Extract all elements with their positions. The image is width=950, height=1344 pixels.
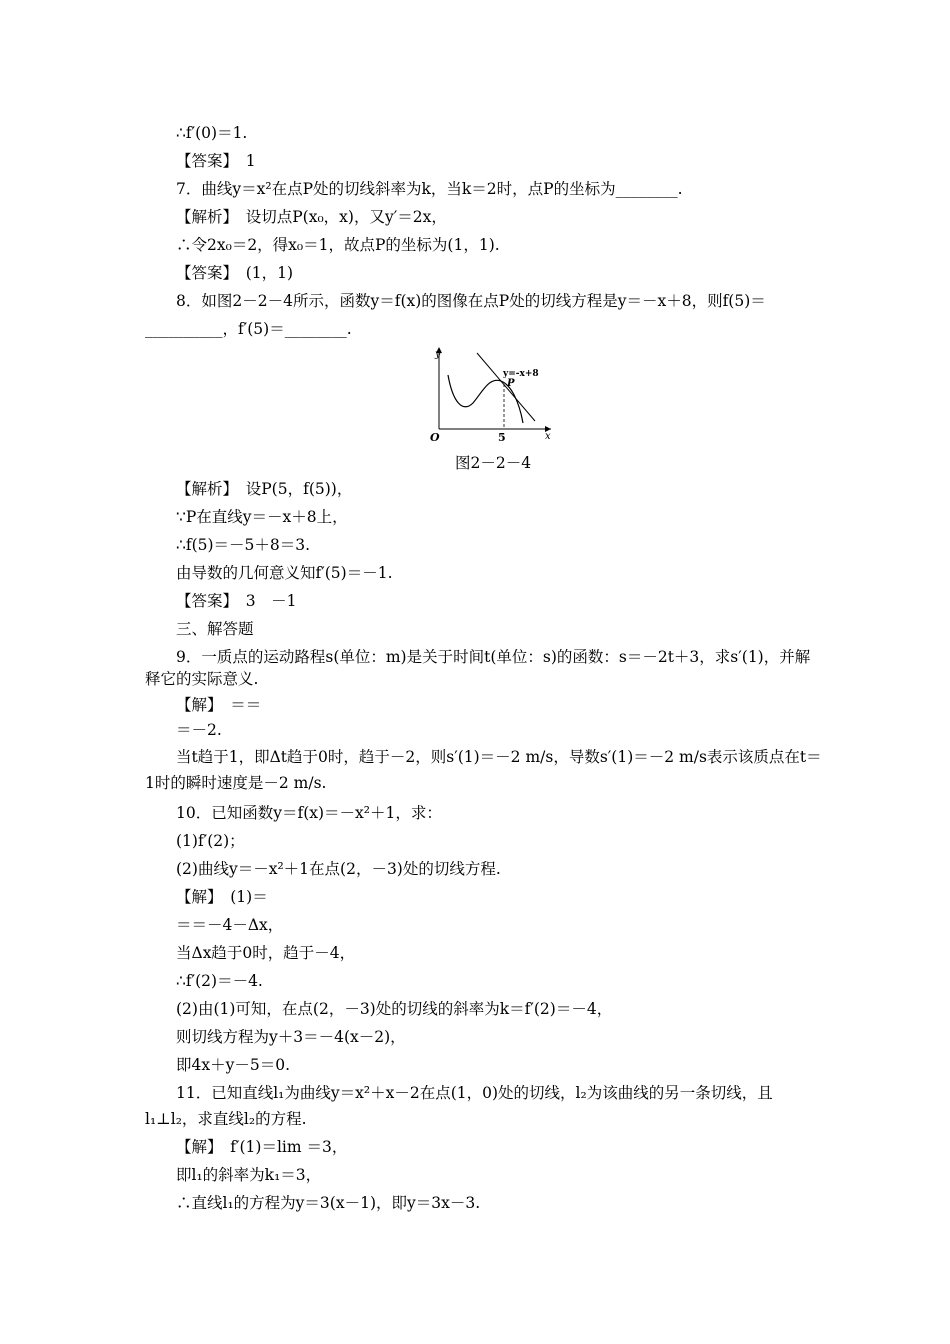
tick-label-5: 5 (498, 431, 506, 443)
text-line: ∴直线l₁的方程为y＝3(x－1)，即y＝3x－3. (176, 1194, 481, 1212)
text-line: ∵P在直线y＝－x＋8上， (176, 508, 348, 526)
y-axis-label: y (435, 349, 441, 360)
x-axis-label: x (545, 431, 551, 442)
text-line: 当Δx趋于0时，趋于－4， (176, 944, 356, 962)
text-line: 【解】 (1)＝ (176, 888, 268, 906)
text-line: 1时的瞬时速度是－2 m/s. (145, 774, 327, 792)
text-line: (2)曲线y＝－x²＋1在点(2，－3)处的切线方程. (176, 860, 501, 878)
text-line: ∴令2x₀＝2，得x₀＝1，故点P的坐标为(1，1). (176, 236, 500, 254)
graph (425, 343, 555, 443)
text-line: 【答案】 1 (176, 152, 256, 170)
point-p-label: P (507, 378, 515, 389)
text-line: 【答案】 3 －1 (176, 592, 297, 610)
origin-label: O (430, 431, 440, 443)
text-line: 9．一质点的运动路程s(单位：m)是关于时间t(单位：s)的函数：s＝－2t＋3，求s′(1)，并解 (176, 648, 811, 666)
text-line: 11．已知直线l₁为曲线y＝x²＋x－2在点(1，0)处的切线，l₂为该曲线的另一条切线，且 (176, 1084, 773, 1102)
text-line: 【解】 ＝＝ (176, 696, 262, 714)
tangent-equation-label: y=-x+8 (503, 369, 539, 379)
text-line: (1)f′(2)； (176, 832, 245, 850)
text-line: 【解析】 设P(5，f(5))， (176, 480, 353, 498)
text-line: 释它的实际意义. (145, 670, 259, 688)
text-line: 即l₁的斜率为k₁＝3， (176, 1166, 322, 1184)
text-line: l₁⊥l₂，求直线l₂的方程. (145, 1110, 307, 1128)
text-line: 则切线方程为y＋3＝－4(x－2)， (176, 1028, 406, 1046)
text-line: __________，f′(5)＝________. (145, 320, 352, 338)
section-heading: 三、解答题 (176, 620, 254, 638)
text-line: ＝－2. (176, 721, 222, 739)
text-line: 【解析】 设切点P(x₀，x)，又y′＝2x， (176, 208, 447, 226)
text-line: 即4x＋y－5＝0. (176, 1056, 291, 1074)
text-line: ∴f′(0)＝1. (176, 124, 248, 142)
text-line: 10．已知函数y＝f(x)＝－x²＋1，求： (176, 804, 442, 822)
text-line: ＝＝－4－Δx， (176, 916, 284, 934)
text-line: ∴f(5)＝－5＋8＝3. (176, 536, 311, 554)
text-line: 7．曲线y＝x²在点P处的切线斜率为k，当k＝2时，点P的坐标为________. (176, 180, 683, 198)
text-line: 由导数的几何意义知f′(5)＝－1. (176, 564, 393, 582)
tangent-figure (425, 343, 555, 443)
text-line: 【解】 f′(1)＝lim ＝3， (176, 1138, 348, 1156)
figure-caption: 图2－2－4 (455, 454, 532, 472)
text-line: 8．如图2－2－4所示，函数y＝f(x)的图像在点P处的切线方程是y＝－x＋8，则f(5)＝ (176, 292, 766, 310)
text-line: 当t趋于1，即Δt趋于0时，趋于－2，则s′(1)＝－2 m/s，导数s′(1)＝－2 m/s表示该质点在t＝ (176, 748, 822, 766)
text-line: 【答案】 (1，1) (176, 264, 294, 282)
text-line: ∴f′(2)＝－4. (176, 972, 263, 990)
text-line: (2)由(1)可知，在点(2，－3)处的切线的斜率为k＝f′(2)＝－4， (176, 1000, 613, 1018)
